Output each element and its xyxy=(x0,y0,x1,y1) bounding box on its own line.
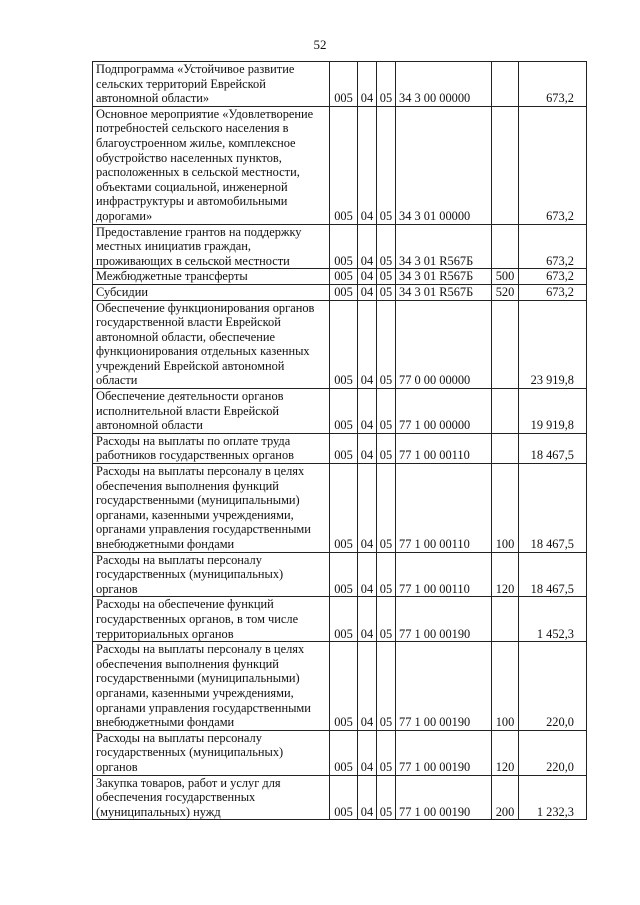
page-number: 52 xyxy=(313,37,327,52)
row-vr xyxy=(492,300,519,389)
row-section: 04 xyxy=(358,730,377,775)
row-section: 04 xyxy=(358,300,377,389)
row-vr xyxy=(492,389,519,434)
row-vr: 120 xyxy=(492,552,519,597)
row-target: 34 3 01 R567Б xyxy=(396,284,492,300)
table-row xyxy=(93,389,587,434)
row-vr xyxy=(492,62,519,107)
row-amount: 673,2 xyxy=(519,106,587,224)
row-section: 04 xyxy=(358,389,377,434)
row-vr xyxy=(492,106,519,224)
row-name: Закупка товаров, работ и услуг для обеспечения государственных (муниципальных) нужд xyxy=(93,775,330,820)
row-target: 77 1 00 00110 xyxy=(396,433,492,463)
row-target: 77 1 00 00190 xyxy=(396,775,492,820)
row-name: Расходы на выплаты персоналу в целях обеспечения выполнения функций государственными (муниципальными) органами, казенными учреждениями, органами управления государственными внебюджетными фондами xyxy=(93,642,330,731)
row-amount: 673,2 xyxy=(519,224,587,269)
table-row xyxy=(93,106,587,224)
row-section: 04 xyxy=(358,433,377,463)
row-subsection: 05 xyxy=(377,269,396,285)
row-target: 77 1 00 00190 xyxy=(396,597,492,642)
row-vr xyxy=(492,597,519,642)
row-section: 04 xyxy=(358,284,377,300)
row-section: 04 xyxy=(358,775,377,820)
row-ministry: 005 xyxy=(330,62,358,107)
row-amount: 18 467,5 xyxy=(519,464,587,553)
row-vr: 120 xyxy=(492,730,519,775)
row-vr: 520 xyxy=(492,284,519,300)
row-amount: 220,0 xyxy=(519,642,587,731)
budget-table xyxy=(92,61,587,820)
row-target: 34 3 01 R567Б xyxy=(396,269,492,285)
row-subsection: 05 xyxy=(377,552,396,597)
row-amount: 673,2 xyxy=(519,269,587,285)
row-vr xyxy=(492,433,519,463)
row-name: Расходы на выплаты по оплате труда работников государственных органов xyxy=(93,433,330,463)
row-name: Расходы на обеспечение функций государственных органов, в том числе территориальных органов xyxy=(93,597,330,642)
table-row xyxy=(93,642,587,731)
row-target: 77 1 00 00190 xyxy=(396,730,492,775)
row-target: 34 3 00 00000 xyxy=(396,62,492,107)
row-ministry: 005 xyxy=(330,552,358,597)
row-amount: 18 467,5 xyxy=(519,552,587,597)
row-ministry: 005 xyxy=(330,224,358,269)
row-amount: 23 919,8 xyxy=(519,300,587,389)
row-name: Межбюджетные трансферты xyxy=(93,269,330,285)
table-row xyxy=(93,300,587,389)
row-section: 04 xyxy=(358,597,377,642)
row-target: 77 1 00 00110 xyxy=(396,464,492,553)
row-ministry: 005 xyxy=(330,300,358,389)
row-target: 77 1 00 00000 xyxy=(396,389,492,434)
row-ministry: 005 xyxy=(330,642,358,731)
row-section: 04 xyxy=(358,464,377,553)
row-ministry: 005 xyxy=(330,775,358,820)
row-ministry: 005 xyxy=(330,389,358,434)
row-ministry: 005 xyxy=(330,464,358,553)
row-target: 34 3 01 R567Б xyxy=(396,224,492,269)
row-vr: 100 xyxy=(492,642,519,731)
row-subsection: 05 xyxy=(377,775,396,820)
row-section: 04 xyxy=(358,552,377,597)
row-name: Основное мероприятие «Удовлетворение потребностей сельского населения в благоустроенном жилье, комплексное обустройство населенных пунктов, расположенных в сельской местности, объектами социальной, инженерной инфраструктуры и автомобильными дорогами» xyxy=(93,106,330,224)
row-subsection: 05 xyxy=(377,224,396,269)
row-amount: 220,0 xyxy=(519,730,587,775)
row-target: 77 1 00 00190 xyxy=(396,642,492,731)
row-ministry: 005 xyxy=(330,106,358,224)
row-vr: 200 xyxy=(492,775,519,820)
row-subsection: 05 xyxy=(377,433,396,463)
row-target: 77 0 00 00000 xyxy=(396,300,492,389)
row-ministry: 005 xyxy=(330,269,358,285)
row-target: 34 3 01 00000 xyxy=(396,106,492,224)
row-subsection: 05 xyxy=(377,464,396,553)
row-vr xyxy=(492,224,519,269)
row-amount: 673,2 xyxy=(519,284,587,300)
table-row xyxy=(93,269,587,285)
row-name: Расходы на выплаты персоналу в целях обеспечения выполнения функций государственными (муниципальными) органами, казенными учреждениями, органами управления государственными внебюджетными фондами xyxy=(93,464,330,553)
row-ministry: 005 xyxy=(330,597,358,642)
row-subsection: 05 xyxy=(377,62,396,107)
row-subsection: 05 xyxy=(377,300,396,389)
row-subsection: 05 xyxy=(377,106,396,224)
table-row xyxy=(93,284,587,300)
row-vr: 500 xyxy=(492,269,519,285)
row-section: 04 xyxy=(358,224,377,269)
row-section: 04 xyxy=(358,642,377,731)
row-amount: 18 467,5 xyxy=(519,433,587,463)
row-ministry: 005 xyxy=(330,433,358,463)
row-amount: 1 232,3 xyxy=(519,775,587,820)
table-row xyxy=(93,433,587,463)
row-section: 04 xyxy=(358,106,377,224)
row-amount: 19 919,8 xyxy=(519,389,587,434)
row-amount: 673,2 xyxy=(519,62,587,107)
row-subsection: 05 xyxy=(377,730,396,775)
table-row xyxy=(93,597,587,642)
row-vr: 100 xyxy=(492,464,519,553)
table-row xyxy=(93,775,587,820)
row-section: 04 xyxy=(358,62,377,107)
row-name: Обеспечение деятельности органов исполнительной власти Еврейской автономной области xyxy=(93,389,330,434)
row-amount: 1 452,3 xyxy=(519,597,587,642)
table-row xyxy=(93,62,587,107)
row-ministry: 005 xyxy=(330,284,358,300)
row-subsection: 05 xyxy=(377,284,396,300)
row-name: Субсидии xyxy=(93,284,330,300)
row-target: 77 1 00 00110 xyxy=(396,552,492,597)
table-row xyxy=(93,552,587,597)
row-name: Предоставление грантов на поддержку местных инициатив граждан, проживающих в сельской местности xyxy=(93,224,330,269)
row-subsection: 05 xyxy=(377,642,396,731)
table-row xyxy=(93,730,587,775)
row-name: Обеспечение функционирования органов государственной власти Еврейской автономной области, обеспечение функционирования отдельных казенных учреждений Еврейской автономной области xyxy=(93,300,330,389)
row-subsection: 05 xyxy=(377,597,396,642)
table-row xyxy=(93,464,587,553)
row-name: Расходы на выплаты персоналу государственных (муниципальных) органов xyxy=(93,730,330,775)
row-subsection: 05 xyxy=(377,389,396,434)
table-row xyxy=(93,224,587,269)
row-name: Расходы на выплаты персоналу государственных (муниципальных) органов xyxy=(93,552,330,597)
budget-table-body xyxy=(93,62,587,820)
row-name: Подпрограмма «Устойчивое развитие сельских территорий Еврейской автономной области» xyxy=(93,62,330,107)
row-section: 04 xyxy=(358,269,377,285)
row-ministry: 005 xyxy=(330,730,358,775)
